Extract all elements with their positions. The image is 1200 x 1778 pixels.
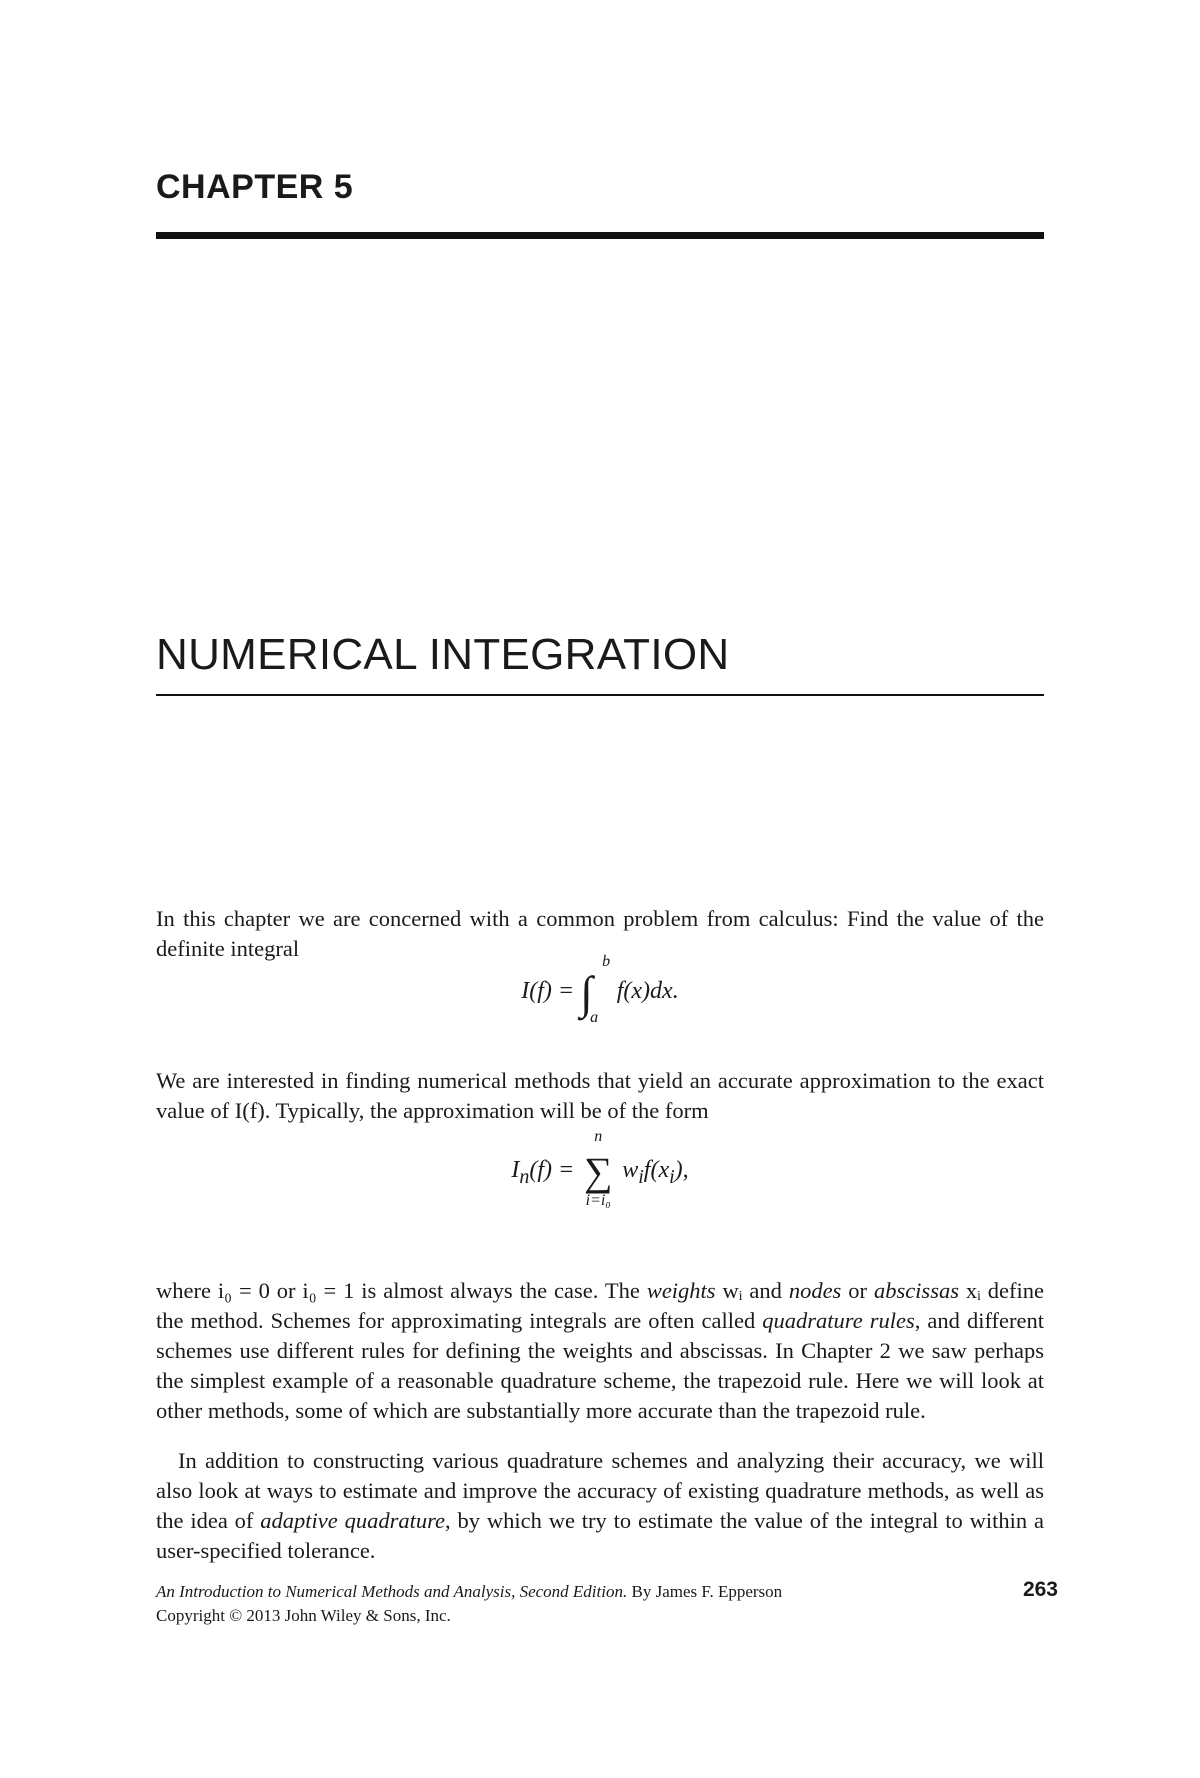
- page-footer: [156, 1580, 1056, 1628]
- integral-upper-limit: b: [602, 953, 611, 970]
- approximation-paragraph: We are interested in finding numerical methods that yield an accurate approximation to the exact value of I(f). Typically, the approximation will be of the form: [156, 1068, 1044, 1123]
- intro-paragraph: In this chapter we are concerned with a common problem from calculus: Find the value of the definite integral: [156, 906, 1044, 961]
- chapter-rule-thick: [156, 232, 1044, 239]
- summation-sign: n ∑ i=i₀: [580, 1152, 616, 1192]
- eq1-lhs: I(f) =: [521, 978, 581, 1004]
- footer-book-title: An Introduction to Numerical Methods and Analysis, Second Edition.: [156, 1582, 628, 1601]
- page-number: 263: [1022, 1578, 1058, 1601]
- footer-copyright: Copyright © 2013 John Wiley & Sons, Inc.: [156, 1606, 451, 1625]
- integral-lower-limit: a: [590, 1009, 599, 1026]
- chapter-title: NUMERICAL INTEGRATION: [156, 630, 730, 679]
- term-nodes: nodes: [788, 1278, 842, 1303]
- chapter-label: CHAPTER 5: [156, 168, 354, 206]
- weights-nodes-paragraph: where i₀ = 0 or i₀ = 1 is almost always the case. The weights wᵢ and nodes or abscissas xᵢ define the method. Schemes for approximating integrals are often called quadrature rules, and different schemes use different rules for defining the weights and abscissas. In Chapter 2 we saw perhaps the simplest example of a reasonable quadrature scheme, the trapezoid rule. Here we will look at other methods, some of which are substantially more accurate than the trapezoid rule.: [156, 1278, 1044, 1423]
- footer-author: By James F. Epperson: [627, 1582, 783, 1601]
- term-abscissas: abscissas: [873, 1278, 959, 1303]
- integral-sign: ∫ b a: [580, 953, 611, 1026]
- quadrature-sum-equation: [0, 1128, 1200, 1209]
- chapter-rule-thin: [156, 694, 1044, 696]
- eq2-lhs: $I_n(f)$ =: [511, 1157, 581, 1188]
- definite-integral-equation: [0, 953, 1200, 1026]
- sum-upper-limit: n: [594, 1128, 603, 1145]
- eq2-rhs: $w_if(x_i)$,: [622, 1157, 689, 1188]
- sum-lower-limit: i=i₀: [585, 1192, 611, 1209]
- term-adaptive-quadrature: adaptive quadrature: [260, 1508, 446, 1533]
- term-quadrature-rules: quadrature rules: [762, 1308, 915, 1333]
- adaptive-paragraph: In addition to constructing various quadrature schemes and analyzing their accuracy, we will also look at ways to estimate and improve the accuracy of existing quadrature methods, as well as the idea of adaptive quadrature, by which we try to estimate the value of the integral to within a user-specified tolerance.: [156, 1448, 1044, 1563]
- term-weights: weights: [646, 1278, 716, 1303]
- eq1-rhs: f(x)dx.: [616, 978, 679, 1004]
- footer-citation: [156, 1580, 1056, 1604]
